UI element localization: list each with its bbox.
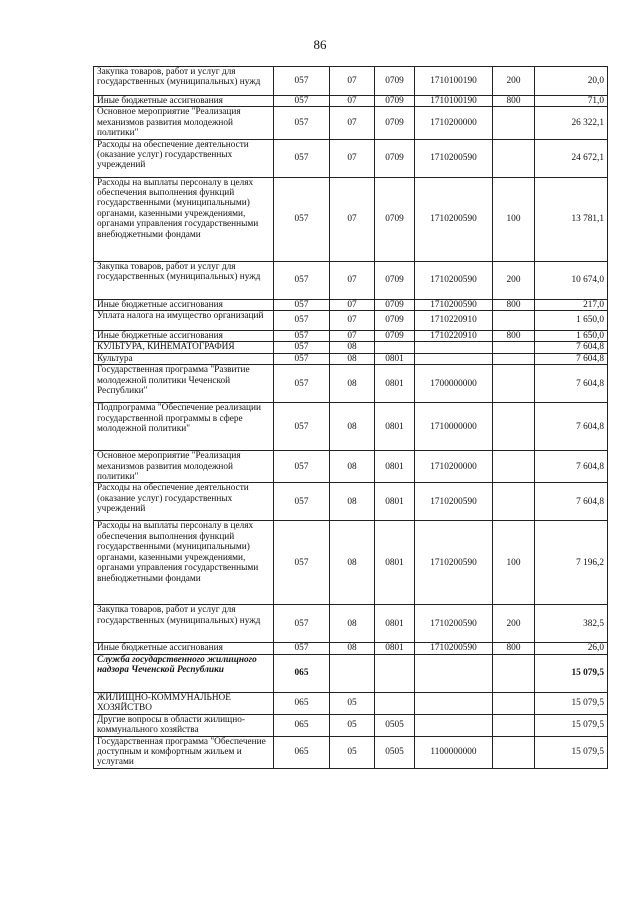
row-sum-cell: 10 674,0: [535, 261, 608, 299]
row-ved-cell: 057: [274, 67, 330, 96]
row-sum-cell: 7 196,2: [535, 521, 608, 605]
row-sum-cell: 1 650,0: [535, 331, 608, 342]
table-row: [94, 451, 608, 483]
row-csr-cell: 1710220910: [415, 311, 493, 331]
row-csr-cell: [415, 714, 493, 736]
row-vr-cell: 100: [493, 521, 535, 605]
row-name-cell: Служба государственного жилищного надзора Чеченской Республики: [94, 654, 274, 692]
row-prz-cell: 0801: [375, 521, 415, 605]
table-row: [94, 403, 608, 451]
row-ved-cell: 065: [274, 654, 330, 692]
row-prz-cell: 0505: [375, 736, 415, 768]
row-name-cell: Основное мероприятие "Реализация механизмов развития молодежной политики": [94, 107, 274, 139]
row-csr-cell: 1710200590: [415, 521, 493, 605]
row-rz-cell: 08: [330, 365, 375, 403]
row-sum-cell: 7 604,8: [535, 483, 608, 521]
row-sum-cell: 15 079,5: [535, 692, 608, 714]
table-row: [94, 736, 608, 768]
row-prz-cell: 0709: [375, 67, 415, 96]
row-prz-cell: 0709: [375, 331, 415, 342]
row-ved-cell: 057: [274, 261, 330, 299]
row-prz-cell: [375, 342, 415, 353]
row-rz-cell: 07: [330, 331, 375, 342]
row-rz-cell: 08: [330, 403, 375, 451]
row-ved-cell: 057: [274, 342, 330, 353]
row-name-cell: Иные бюджетные ассигнования: [94, 643, 274, 654]
row-sum-cell: 26,0: [535, 643, 608, 654]
row-vr-cell: [493, 483, 535, 521]
row-prz-cell: 0801: [375, 605, 415, 643]
row-name-cell: Подпрограмма "Обеспечение реализации государственной программы в сфере молодежной политики": [94, 403, 274, 451]
row-prz-cell: 0709: [375, 177, 415, 261]
row-ved-cell: 057: [274, 107, 330, 139]
row-name-cell: Расходы на выплаты персоналу в целях обеспечения выполнения функций государственными (муниципальными) органами, казенными учреждениями, органами управления государственными внебюджетными фондами: [94, 177, 274, 261]
table-row: [94, 692, 608, 714]
row-csr-cell: 1710200590: [415, 261, 493, 299]
row-prz-cell: [375, 692, 415, 714]
row-vr-cell: [493, 654, 535, 692]
row-ved-cell: 057: [274, 353, 330, 364]
row-ved-cell: 065: [274, 692, 330, 714]
table-row: [94, 643, 608, 654]
row-ved-cell: 057: [274, 139, 330, 177]
row-vr-cell: 800: [493, 331, 535, 342]
row-rz-cell: 07: [330, 139, 375, 177]
row-rz-cell: 05: [330, 736, 375, 768]
table-row: [94, 714, 608, 736]
row-name-cell: Расходы на обеспечение деятельности (оказание услуг) государственных учреждений: [94, 483, 274, 521]
row-vr-cell: [493, 342, 535, 353]
budget-table: [93, 66, 608, 769]
row-sum-cell: 382,5: [535, 605, 608, 643]
row-vr-cell: [493, 311, 535, 331]
row-ved-cell: 057: [274, 331, 330, 342]
table-row: [94, 107, 608, 139]
row-prz-cell: 0709: [375, 299, 415, 310]
row-ved-cell: 057: [274, 643, 330, 654]
row-sum-cell: 7 604,8: [535, 403, 608, 451]
row-ved-cell: 057: [274, 605, 330, 643]
table-row: [94, 67, 608, 96]
row-ved-cell: 057: [274, 451, 330, 483]
row-ved-cell: 065: [274, 714, 330, 736]
table-row: [94, 342, 608, 353]
row-csr-cell: 1710200590: [415, 299, 493, 310]
row-vr-cell: [493, 451, 535, 483]
row-prz-cell: 0801: [375, 643, 415, 654]
row-name-cell: Государственная программа "Обеспечение доступным и комфортным жильем и услугами: [94, 736, 274, 768]
row-rz-cell: 05: [330, 714, 375, 736]
row-rz-cell: 07: [330, 107, 375, 139]
row-vr-cell: [493, 714, 535, 736]
row-csr-cell: [415, 342, 493, 353]
row-csr-cell: 1100000000: [415, 736, 493, 768]
row-rz-cell: 08: [330, 605, 375, 643]
row-prz-cell: 0709: [375, 96, 415, 107]
row-ved-cell: 057: [274, 311, 330, 331]
row-csr-cell: 1710200590: [415, 483, 493, 521]
row-name-cell: Уплата налога на имущество организаций: [94, 311, 274, 331]
row-rz-cell: 08: [330, 483, 375, 521]
table-row: [94, 139, 608, 177]
row-prz-cell: [375, 654, 415, 692]
row-csr-cell: [415, 692, 493, 714]
row-vr-cell: 800: [493, 643, 535, 654]
row-sum-cell: 15 079,5: [535, 736, 608, 768]
row-csr-cell: 1710000000: [415, 403, 493, 451]
row-sum-cell: 7 604,8: [535, 451, 608, 483]
row-vr-cell: [493, 365, 535, 403]
row-csr-cell: 1710200000: [415, 451, 493, 483]
row-name-cell: ЖИЛИЩНО-КОММУНАЛЬНОЕ ХОЗЯЙСТВО: [94, 692, 274, 714]
row-ved-cell: 057: [274, 96, 330, 107]
row-ved-cell: 057: [274, 403, 330, 451]
row-ved-cell: 065: [274, 736, 330, 768]
row-vr-cell: [493, 353, 535, 364]
row-csr-cell: 1700000000: [415, 365, 493, 403]
row-prz-cell: 0801: [375, 365, 415, 403]
row-vr-cell: [493, 692, 535, 714]
row-name-cell: Государственная программа "Развитие молодежной политики Чеченской Республики": [94, 365, 274, 403]
row-rz-cell: 08: [330, 643, 375, 654]
row-sum-cell: 15 079,5: [535, 714, 608, 736]
row-vr-cell: [493, 403, 535, 451]
row-sum-cell: 26 322,1: [535, 107, 608, 139]
table-row: [94, 311, 608, 331]
row-ved-cell: 057: [274, 177, 330, 261]
row-csr-cell: 1710200590: [415, 139, 493, 177]
row-vr-cell: 800: [493, 96, 535, 107]
row-sum-cell: 71,0: [535, 96, 608, 107]
row-rz-cell: 07: [330, 261, 375, 299]
row-sum-cell: 217,0: [535, 299, 608, 310]
row-sum-cell: 13 781,1: [535, 177, 608, 261]
table-row: [94, 483, 608, 521]
row-ved-cell: 057: [274, 521, 330, 605]
row-csr-cell: 1710200590: [415, 177, 493, 261]
row-csr-cell: 1710200590: [415, 643, 493, 654]
row-prz-cell: 0801: [375, 353, 415, 364]
table-row: [94, 331, 608, 342]
row-sum-cell: 1 650,0: [535, 311, 608, 331]
row-name-cell: КУЛЬТУРА, КИНЕМАТОГРАФИЯ: [94, 342, 274, 353]
row-name-cell: Иные бюджетные ассигнования: [94, 96, 274, 107]
row-vr-cell: [493, 107, 535, 139]
table-row: [94, 654, 608, 692]
row-vr-cell: 200: [493, 261, 535, 299]
row-prz-cell: 0709: [375, 311, 415, 331]
row-name-cell: Другие вопросы в области жилищно-коммунального хозяйства: [94, 714, 274, 736]
row-name-cell: Иные бюджетные ассигнования: [94, 331, 274, 342]
table-row: [94, 177, 608, 261]
row-prz-cell: 0709: [375, 261, 415, 299]
row-sum-cell: 7 604,8: [535, 353, 608, 364]
row-prz-cell: 0505: [375, 714, 415, 736]
row-prz-cell: 0709: [375, 139, 415, 177]
row-csr-cell: 1710100190: [415, 96, 493, 107]
row-rz-cell: 07: [330, 311, 375, 331]
row-rz-cell: [330, 654, 375, 692]
table-body: [94, 67, 608, 769]
row-rz-cell: 08: [330, 342, 375, 353]
row-prz-cell: 0801: [375, 483, 415, 521]
row-rz-cell: 05: [330, 692, 375, 714]
row-csr-cell: [415, 353, 493, 364]
row-vr-cell: 200: [493, 67, 535, 96]
row-ved-cell: 057: [274, 299, 330, 310]
row-rz-cell: 07: [330, 67, 375, 96]
table-row: [94, 299, 608, 310]
row-rz-cell: 08: [330, 353, 375, 364]
table-row: [94, 261, 608, 299]
row-ved-cell: 057: [274, 483, 330, 521]
table-row: [94, 365, 608, 403]
row-name-cell: Основное мероприятие "Реализация механизмов развития молодежной политики": [94, 451, 274, 483]
table-row: [94, 521, 608, 605]
table-row: [94, 605, 608, 643]
row-vr-cell: 100: [493, 177, 535, 261]
row-csr-cell: 1710220910: [415, 331, 493, 342]
row-rz-cell: 08: [330, 451, 375, 483]
table-row: [94, 353, 608, 364]
row-sum-cell: 7 604,8: [535, 342, 608, 353]
row-name-cell: Закупка товаров, работ и услуг для государственных (муниципальных) нужд: [94, 67, 274, 96]
row-vr-cell: [493, 139, 535, 177]
table-row: [94, 96, 608, 107]
row-rz-cell: 07: [330, 299, 375, 310]
row-sum-cell: 24 672,1: [535, 139, 608, 177]
row-rz-cell: 07: [330, 96, 375, 107]
page-number: 86: [313, 37, 327, 52]
row-prz-cell: 0801: [375, 451, 415, 483]
row-sum-cell: 20,0: [535, 67, 608, 96]
row-name-cell: Иные бюджетные ассигнования: [94, 299, 274, 310]
row-vr-cell: 800: [493, 299, 535, 310]
row-vr-cell: [493, 736, 535, 768]
row-name-cell: Расходы на выплаты персоналу в целях обеспечения выполнения функций государственными (муниципальными) органами, казенными учреждениями, органами управления государственными внебюджетными фондами: [94, 521, 274, 605]
row-name-cell: Расходы на обеспечение деятельности (оказание услуг) государственных учреждений: [94, 139, 274, 177]
row-prz-cell: 0709: [375, 107, 415, 139]
row-ved-cell: 057: [274, 365, 330, 403]
row-rz-cell: 08: [330, 521, 375, 605]
row-sum-cell: 7 604,8: [535, 365, 608, 403]
row-csr-cell: 1710100190: [415, 67, 493, 96]
row-name-cell: Закупка товаров, работ и услуг для государственных (муниципальных) нужд: [94, 605, 274, 643]
row-sum-cell: 15 079,5: [535, 654, 608, 692]
row-csr-cell: [415, 654, 493, 692]
row-csr-cell: 1710200000: [415, 107, 493, 139]
row-name-cell: Культура: [94, 353, 274, 364]
row-csr-cell: 1710200590: [415, 605, 493, 643]
row-prz-cell: 0801: [375, 403, 415, 451]
row-name-cell: Закупка товаров, работ и услуг для государственных (муниципальных) нужд: [94, 261, 274, 299]
row-vr-cell: 200: [493, 605, 535, 643]
row-rz-cell: 07: [330, 177, 375, 261]
